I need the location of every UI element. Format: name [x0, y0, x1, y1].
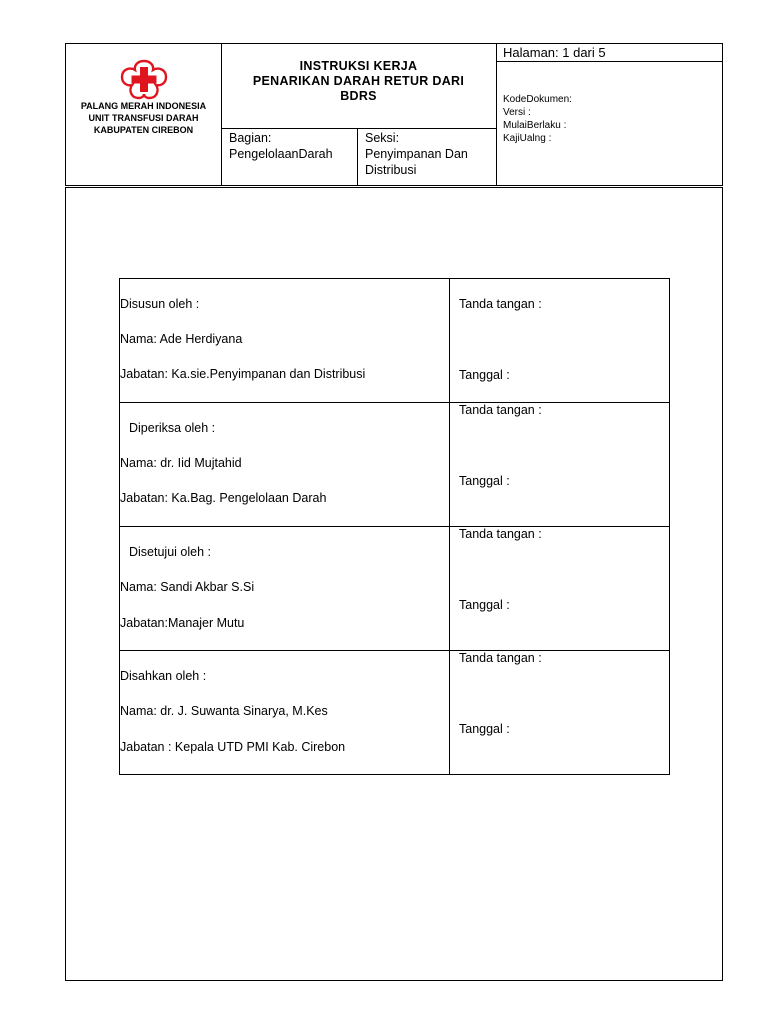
approval-name: Nama: dr. Iid Mujtahid	[120, 456, 242, 470]
approval-table	[119, 278, 670, 775]
doc-info-line: KodeDokumen:	[503, 94, 572, 105]
bagian-cell	[229, 130, 333, 162]
org-line: UNIT TRANSFUSI DARAH	[88, 113, 199, 123]
date-label: Tanggal :	[459, 474, 510, 488]
header-divider	[221, 128, 496, 129]
approval-role: Disusun oleh :	[120, 297, 200, 311]
date-label: Tanggal :	[459, 722, 510, 736]
approval-position: Jabatan: Ka.Bag. Pengelolaan Darah	[120, 491, 327, 505]
date-label: Tanggal :	[459, 368, 510, 382]
org-line: KABUPATEN CIREBON	[93, 125, 194, 135]
title-line: PENARIKAN DARAH RETUR DARI	[252, 74, 465, 88]
approval-position: Jabatan : Kepala UTD PMI Kab. Cirebon	[120, 740, 346, 754]
seksi-value: Distribusi	[365, 163, 417, 177]
page-number: Halaman: 1 dari 5	[503, 45, 606, 60]
seksi-value: Penyimpanan Dan	[365, 147, 468, 161]
doc-info-line: KajiUalng :	[503, 133, 552, 144]
approval-role: Diperiksa oleh :	[129, 421, 216, 435]
seksi-label: Seksi:	[365, 131, 400, 145]
approval-name: Nama: Ade Herdiyana	[120, 332, 243, 346]
signature-label: Tanda tangan :	[459, 651, 542, 665]
date-label: Tanggal :	[459, 598, 510, 612]
document-title	[221, 59, 496, 104]
approval-role: Disetujui oleh :	[129, 545, 211, 559]
header-divider	[496, 44, 497, 185]
signature-label: Tanda tangan :	[459, 527, 542, 541]
approval-role: Disahkan oleh :	[120, 669, 207, 683]
header-divider	[357, 128, 358, 185]
seksi-cell	[365, 130, 468, 178]
red-cross-logo-icon	[118, 58, 170, 102]
signature-label: Tanda tangan :	[459, 403, 542, 417]
title-line: INSTRUKSI KERJA	[299, 59, 418, 73]
doc-info-line: Versi :	[503, 107, 531, 118]
doc-info-line: MulaiBerlaku :	[503, 120, 567, 131]
document-info	[503, 93, 572, 145]
table-divider	[120, 402, 669, 403]
signature-label: Tanda tangan :	[459, 297, 542, 311]
table-divider	[120, 650, 669, 651]
approval-name: Nama: Sandi Akbar S.Si	[120, 580, 255, 594]
org-line: PALANG MERAH INDONESIA	[80, 101, 207, 111]
title-line: BDRS	[340, 89, 377, 103]
approval-name: Nama: dr. J. Suwanta Sinarya, M.Kes	[120, 704, 328, 718]
approval-position: Jabatan: Ka.sie.Penyimpanan dan Distribusi	[120, 367, 366, 381]
organization-name	[66, 100, 221, 136]
bagian-value: PengelolaanDarah	[229, 147, 333, 161]
bagian-label: Bagian:	[229, 131, 272, 145]
document-header	[65, 43, 723, 186]
approval-position: Jabatan:Manajer Mutu	[120, 616, 245, 630]
table-divider	[120, 526, 669, 527]
header-divider	[496, 61, 722, 62]
